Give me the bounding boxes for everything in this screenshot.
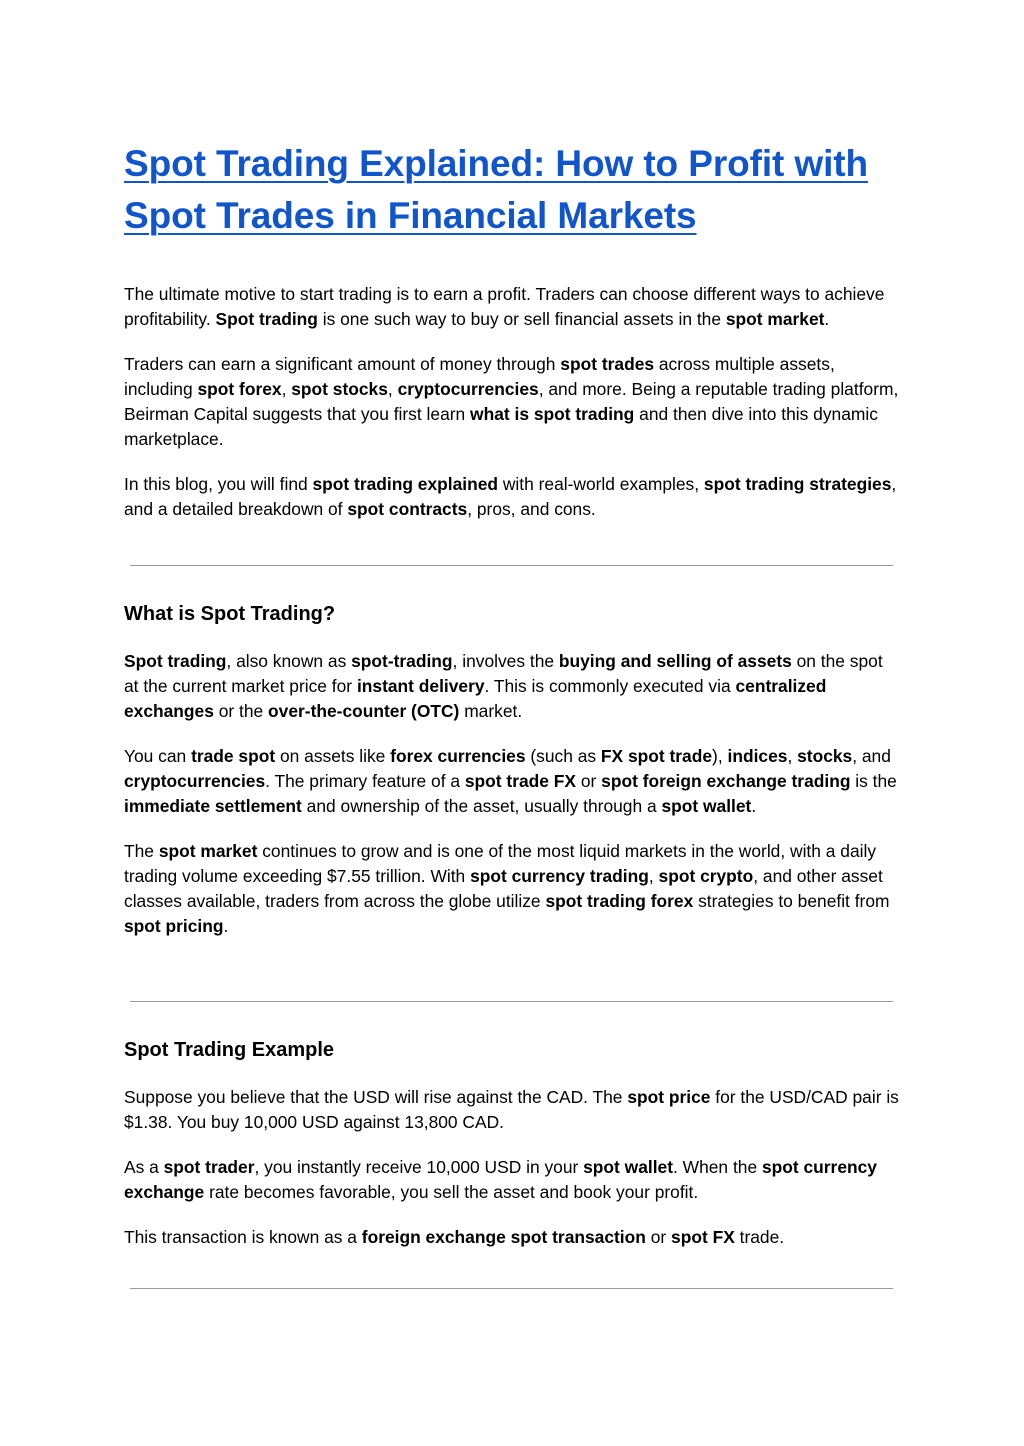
bold-term: indices (727, 746, 788, 766)
bold-term: stocks (797, 746, 853, 766)
bold-term: spot wallet (661, 796, 752, 816)
section-spot-trading-example (124, 1085, 900, 1250)
bold-term: trade spot (191, 746, 276, 766)
article-title-link[interactable]: Spot Trading Explained: How to Profit with Spot Trades in Financial Markets (124, 143, 869, 236)
section-heading-what-is-spot-trading: What is Spot Trading? (124, 603, 336, 625)
divider-1 (130, 565, 893, 566)
section-1-paragraph-1: Spot trading, also known as spot-trading, involves the buying and selling of assets on the spot at the current market price for instant delivery. This is commonly executed via centralized exchanges or the over-the-counter (OTC) market. (124, 651, 883, 721)
bold-term: Spot trading (124, 651, 227, 671)
section-what-is-spot-trading (124, 649, 900, 939)
bold-term: instant delivery (356, 676, 485, 696)
bold-term: cryptocurrencies (124, 771, 266, 791)
bold-term: spot pricing (124, 916, 224, 936)
section-2-paragraph-3: This transaction is known as a foreign exchange spot transaction or spot FX trade. (124, 1227, 785, 1247)
bold-term: centralized exchanges (124, 676, 827, 721)
bold-term: forex currencies (390, 746, 526, 766)
intro-paragraph-2: Traders can earn a significant amount of money through spot trades across multiple assets, including spot forex, spot stocks, cryptocurrencies, and more. Being a reputable trading platform, Beirman Capital suggests that you first learn what is spot trading and then dive into this dynamic marketplace. (124, 354, 899, 449)
section-1-paragraph-3: The spot market continues to grow and is one of the most liquid markets in the world, with a daily trading volume exceeding $7.55 trillion. With spot currency trading, spot crypto, and other asset classes available, traders from across the globe utilize spot trading forex strategies to benefit from spot pricing. (124, 841, 890, 936)
divider-3 (130, 1288, 893, 1289)
bold-term: spot trader (163, 1157, 255, 1177)
bold-term: spot price (627, 1087, 711, 1107)
article-title (124, 138, 900, 242)
section-heading-spot-trading-example: Spot Trading Example (124, 1039, 335, 1061)
section-1-paragraph-2: You can trade spot on assets like forex currencies (such as FX spot trade), indices, stocks, and cryptocurrencies. The primary feature of a spot trade FX or spot foreign exchange trading is the immediate settlement and ownership of the asset, usually through a spot wallet. (124, 746, 897, 816)
divider-2 (130, 1001, 893, 1002)
intro-paragraph-3: In this blog, you will find spot trading explained with real-world examples, spot trading strategies, and a detailed breakdown of spot contracts, pros, and cons. (124, 474, 897, 519)
bold-term: spot market (158, 841, 258, 861)
bold-term: spot contracts (347, 499, 468, 519)
bold-term: FX spot trade (600, 746, 713, 766)
bold-term: spot trading forex (545, 891, 694, 911)
section-2-paragraph-1: Suppose you believe that the USD will rise against the CAD. The spot price for the USD/CAD pair is $1.38. You buy 10,000 USD against 13,800 CAD. (124, 1087, 899, 1132)
bold-term: immediate settlement (124, 796, 302, 816)
bold-term: spot forex (197, 379, 282, 399)
bold-term: spot trading strategies (703, 474, 892, 494)
bold-term: spot currency exchange (124, 1157, 877, 1202)
bold-term: spot foreign exchange trading (601, 771, 851, 791)
bold-term: spot market (725, 309, 825, 329)
bold-term: spot-trading (351, 651, 453, 671)
bold-term: spot currency trading (470, 866, 649, 886)
bold-term: buying and selling of assets (558, 651, 792, 671)
bold-term: spot wallet (583, 1157, 674, 1177)
bold-term: spot trades (560, 354, 655, 374)
intro-paragraph-1: The ultimate motive to start trading is to earn a profit. Traders can choose different ways to achieve profitability. Spot trading is one such way to buy or sell financial assets in the spot market. (124, 284, 885, 329)
bold-term: Spot trading (215, 309, 318, 329)
bold-term: over-the-counter (OTC) (268, 701, 460, 721)
bold-term: spot crypto (658, 866, 754, 886)
bold-term: spot stocks (291, 379, 388, 399)
bold-term: spot trading explained (312, 474, 499, 494)
section-2-paragraph-2: As a spot trader, you instantly receive 10,000 USD in your spot wallet. When the spot currency exchange rate becomes favorable, you sell the asset and book your profit. (124, 1157, 877, 1202)
bold-term: spot FX (671, 1227, 735, 1247)
bold-term: what is spot trading (470, 404, 635, 424)
article-header (124, 138, 900, 522)
bold-term: spot trade FX (464, 771, 577, 791)
bold-term: foreign exchange spot transaction (361, 1227, 646, 1247)
bold-term: cryptocurrencies (397, 379, 539, 399)
